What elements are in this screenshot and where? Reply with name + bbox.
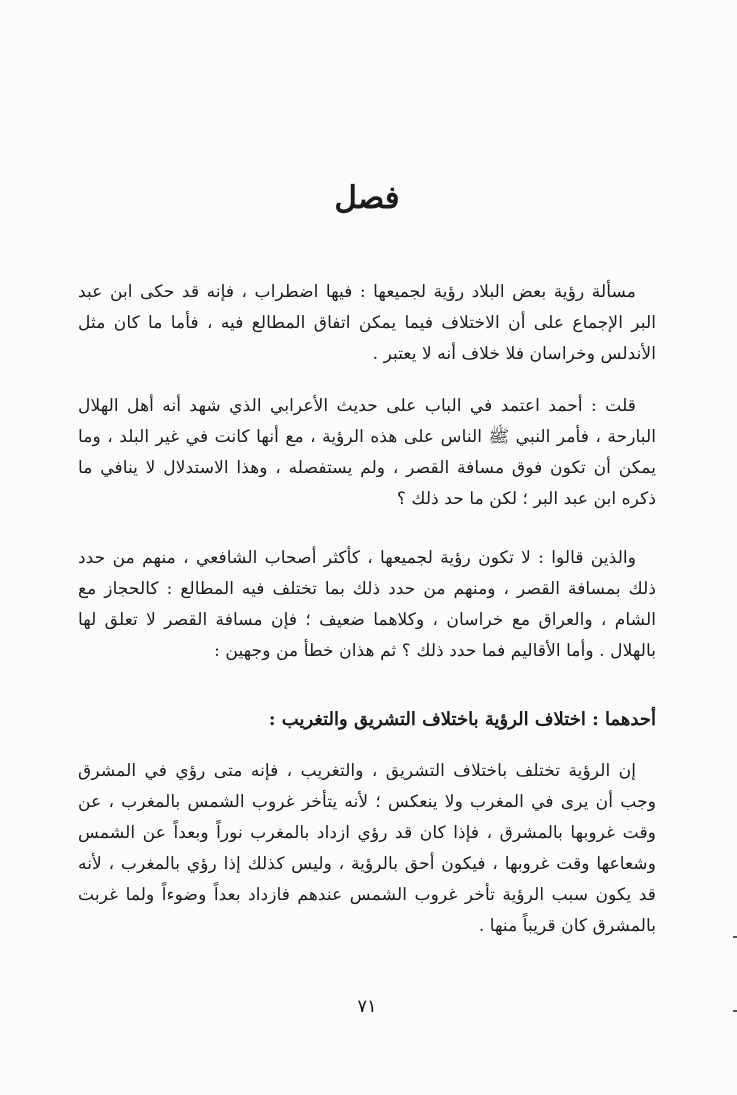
paragraph-4-line-1: إن الرؤية تختلف باختلاف التشريق ، والتغريب ، فإنه متى رؤي في المشرق: [78, 761, 636, 781]
paragraph-2-line-3: وما يمكن أن تكون فوق مسافة القصر ، ولم يستفصله ، وهذا الاستدلال لا ينافي: [78, 427, 656, 478]
paragraph-3-line-2: حدد ذلك بمسافة القصر ، ومنهم من حدد ذلك بما تختلف فيه المطالع : كالحجاز: [78, 548, 657, 599]
paragraph-4: [78, 756, 656, 942]
paragraph-2-line-1: قلت : أحمد اعتمد في الباب على حديث الأعرابي الذي شهد أنه أهل الهلال: [78, 396, 636, 416]
paragraph-3-line-3: مع الشام ، والعراق مع خراسان ، وكلاهما ضعيف ؛ فإن مسافة القصر لا تعلق لها: [78, 579, 656, 630]
paragraph-4-line-2: وجب أن يرى في المغرب ولا ينعكس ؛ لأنه يتأخر غروب الشمس بالمغرب ، عن: [78, 792, 656, 812]
book-page: [78, 0, 656, 1095]
page-number: ٧١: [357, 996, 377, 1017]
paragraph-4-line-4: وشعاعها وقت غروبها ، فيكون أحق بالرؤية ، وليس كذلك إذا رؤي بالمغرب ،: [108, 854, 656, 874]
paragraph-1: [78, 277, 656, 370]
paragraph-1-line-3: الأندلس وخراسان فلا خلاف أنه لا يعتبر .: [372, 344, 656, 364]
paragraph-4-line-5: لأنه قد يكون سبب الرؤية تأخر غروب الشمس عندهم فازداد بعداً وضوءاً ولما: [78, 854, 656, 905]
paragraph-3-line-1: والذين قالوا : لا تكون رؤية لجميعها ، كأكثر أصحاب الشافعي ، منهم من: [112, 548, 636, 568]
section-title: فصل: [334, 180, 400, 216]
paragraph-2-line-4: ما ذكره ابن عبد البر ؛ لكن ما حد ذلك ؟: [78, 458, 656, 509]
scan-edge-mark: [733, 1010, 737, 1012]
paragraph-1-line-2: عبد البر الإجماع على أن الاختلاف فيما يمكن اتفاق المطالع فيه ، فأما ما كان مثل: [78, 282, 656, 333]
paragraph-2-line-2: البارحة ، فأمر النبي ﷺ الناس على هذه الرؤية ، مع أنها كانت في غير البلد ،: [107, 427, 656, 447]
paragraph-3-line-4: بالهلال . وأما الأقاليم فما حدد ذلك ؟ ثم هذان خطأ من وجهين :: [214, 641, 656, 661]
paragraph-3: [78, 543, 656, 667]
subsection-heading: أحدهما : اختلاف الرؤية باختلاف التشريق والتغريب :: [268, 709, 656, 730]
paragraph-4-line-3: وقت غروبها بالمشرق ، فإذا كان قد رؤي ازداد بالمغرب نوراً وبعداً عن الشمس: [78, 823, 656, 843]
paragraph-1-line-1: مسألة رؤية بعض البلاد رؤية لجميعها : فيها اضطراب ، فإنه قد حكى ابن: [109, 282, 636, 302]
scan-edge-mark: [733, 936, 737, 938]
paragraph-4-line-6: غربت بالمشرق كان قريباً منها .: [78, 885, 656, 936]
paragraph-2: [78, 391, 656, 515]
